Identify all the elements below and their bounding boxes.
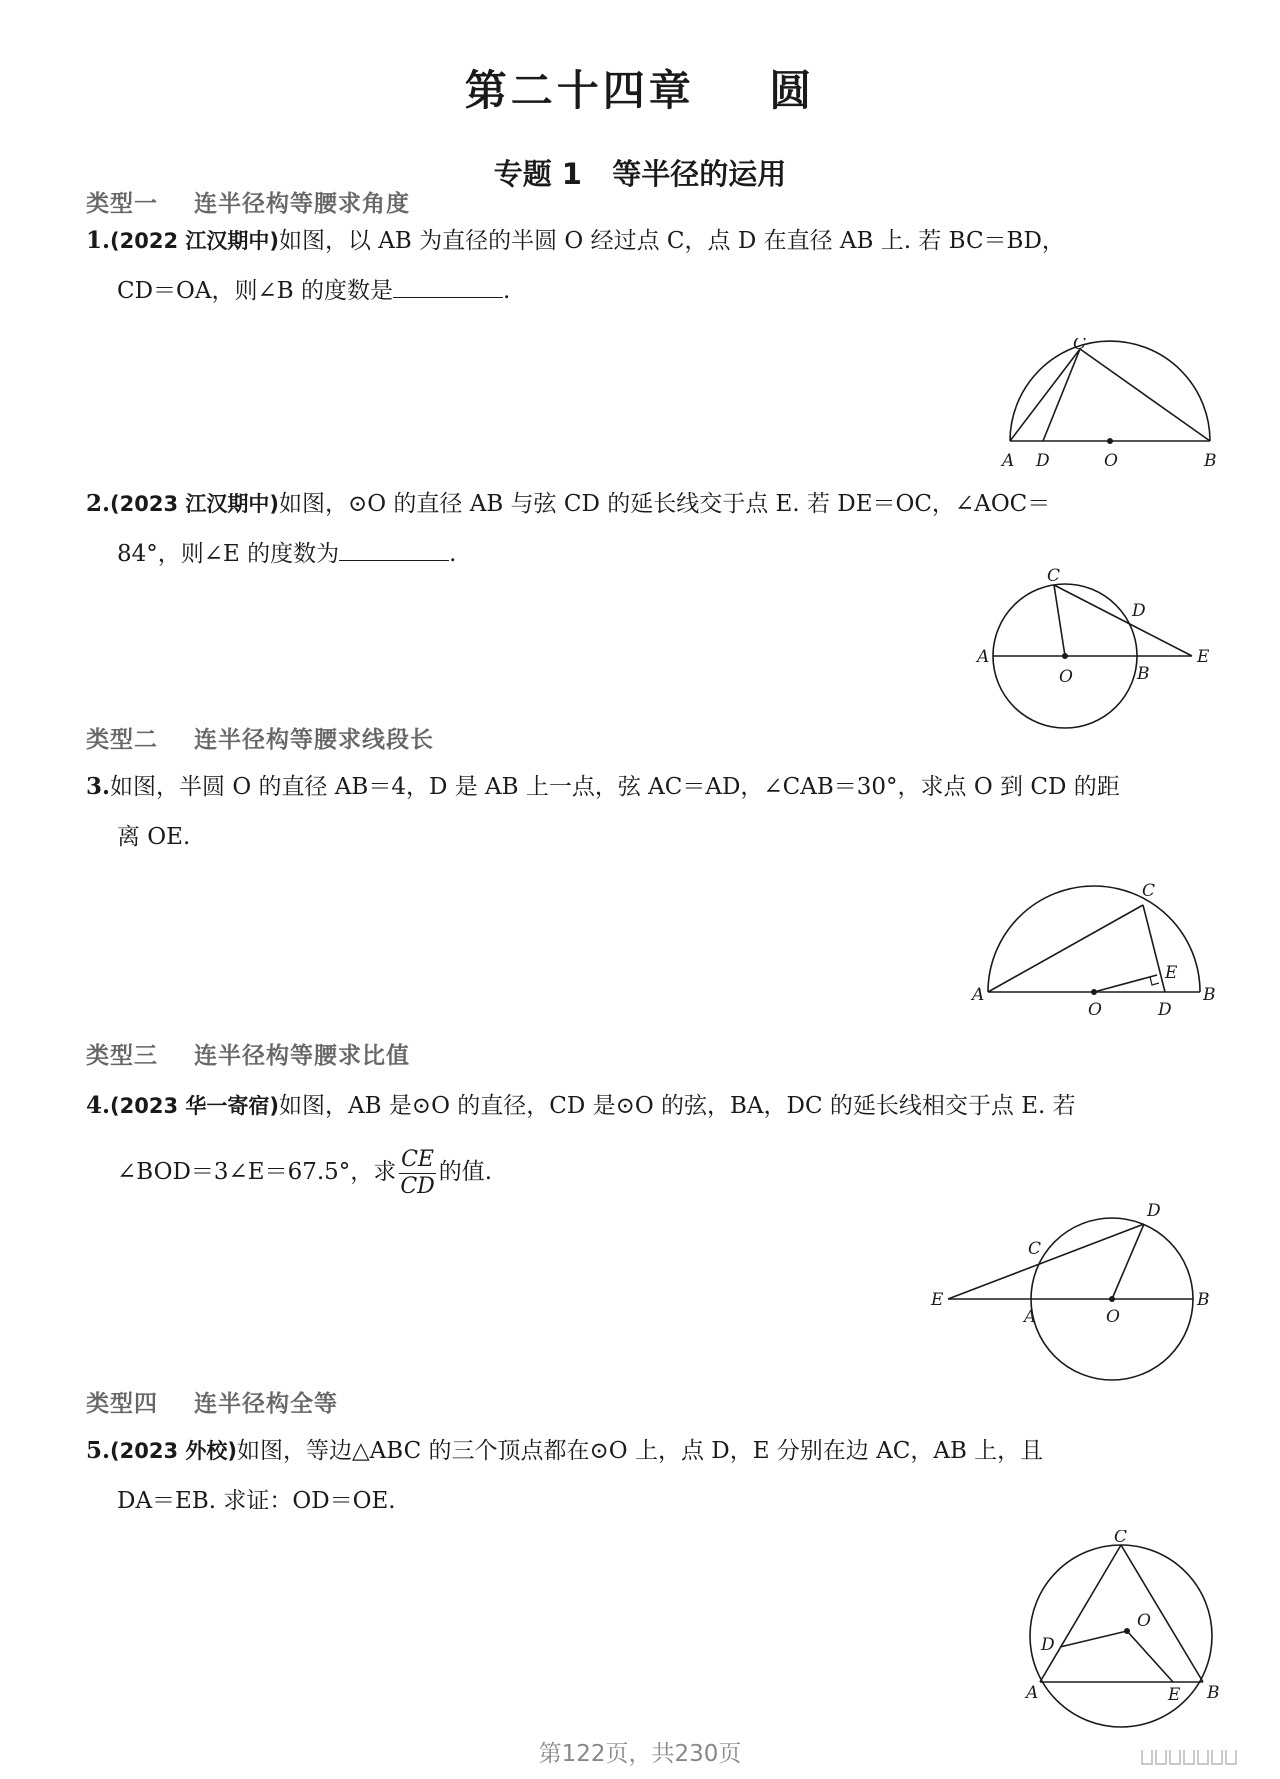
figure-2-circle — [975, 568, 1225, 733]
point-label-d: D — [1158, 1000, 1172, 1017]
problem-text: 如图，AB 是⊙O 的直径，CD 是⊙O 的弦，BA，DC 的延长线相交于点 E. 若 — [278, 1093, 1076, 1119]
point-label-b: B — [1203, 985, 1216, 1005]
point-label-o: O — [1104, 451, 1118, 471]
point-label-e: E — [931, 1290, 944, 1310]
page-indicator: 第122页，共230页 — [538, 1741, 742, 1767]
problem-5-line-2 — [86, 1476, 1216, 1526]
problem-3 — [86, 762, 1216, 862]
problem-3-line-2 — [86, 812, 1216, 862]
point-label-d: D — [1147, 1201, 1161, 1221]
fraction-denominator: CD — [400, 1173, 435, 1199]
problem-text-end: . — [449, 541, 457, 567]
problem-text-end: 的值. — [438, 1159, 493, 1185]
point-label-a: A — [977, 647, 990, 667]
problem-4 — [86, 1078, 1216, 1200]
section-heading-3: 类型三 连半径构等腰求比值 — [86, 1043, 411, 1069]
problem-text: 如图，⊙O 的直径 AB 与弦 CD 的延长线交于点 E. 若 DE＝OC，∠AOC＝ — [278, 491, 1051, 517]
problem-text-end: . — [503, 278, 511, 304]
point-label-o: O — [1106, 1307, 1120, 1327]
problem-4-line-2 — [86, 1144, 1216, 1200]
page-scroll-indicator[interactable] — [1140, 1748, 1246, 1766]
problem-text: 如图，等边△ABC 的三个顶点都在⊙O 上，点 D，E 分别在边 AC，AB 上，且 — [236, 1438, 1044, 1464]
problem-text: 如图，半圆 O 的直径 AB＝4，D 是 AB 上一点，弦 AC＝AD，∠CAB＝30°，求点 O 到 CD 的距 — [110, 774, 1120, 800]
answer-blank — [339, 534, 449, 561]
answer-blank — [393, 271, 503, 298]
point-label-b: B — [1197, 1290, 1210, 1310]
point-label-d: D — [1041, 1635, 1055, 1655]
problem-2-line-1 — [86, 479, 1216, 529]
problem-4-line-1 — [86, 1078, 1216, 1134]
point-label-d: D — [1132, 601, 1146, 621]
figure-3-semicircle — [960, 872, 1220, 1017]
point-label-c: C — [1142, 881, 1156, 901]
problem-source: (2022 江汉期中) — [110, 229, 279, 253]
problem-text: DA＝EB. 求证：OD＝OE. — [117, 1488, 396, 1514]
problem-number: 1. — [86, 227, 111, 254]
problem-source: (2023 外校) — [110, 1439, 237, 1463]
point-label-a: A — [1026, 1683, 1039, 1703]
point-label-b: B — [1137, 664, 1150, 684]
point-label-b: B — [1204, 451, 1217, 471]
point-label-e: E — [1168, 1685, 1181, 1705]
problem-1 — [86, 216, 1216, 316]
problem-number: 3. — [86, 773, 111, 800]
point-label-b: B — [1207, 1683, 1220, 1703]
problem-text: 如图，以 AB 为直径的半圆 O 经过点 C，点 D 在直径 AB 上. 若 BC＝BD， — [278, 228, 1065, 254]
fraction-numerator: CE — [401, 1146, 434, 1172]
point-label-c: C — [1073, 338, 1087, 354]
point-label-o: O — [1088, 1000, 1102, 1017]
problem-2 — [86, 479, 1216, 579]
fraction-ce-over-cd — [398, 1147, 436, 1200]
section-heading-4: 类型四 连半径构全等 — [86, 1391, 339, 1417]
problem-text: 84°，则∠E 的度数为 — [117, 541, 340, 567]
problem-text: 离 OE. — [117, 824, 191, 850]
chapter-title: 第二十四章 圆 — [464, 66, 816, 115]
problem-3-line-1 — [86, 762, 1216, 812]
problem-number: 5. — [86, 1437, 111, 1464]
section-heading-2: 类型二 连半径构等腰求线段长 — [86, 727, 435, 753]
problem-number: 4. — [86, 1092, 111, 1119]
point-label-a: A — [1002, 451, 1015, 471]
point-label-a: A — [1024, 1307, 1037, 1327]
point-label-e: E — [1197, 647, 1210, 667]
figure-5-circle — [1010, 1530, 1240, 1730]
figure-1-semicircle — [1000, 338, 1230, 480]
point-label-c: C — [1028, 1239, 1042, 1259]
point-label-d: D — [1036, 451, 1050, 471]
point-label-c: C — [1047, 568, 1061, 586]
point-label-e: E — [1165, 963, 1178, 983]
problem-number: 2. — [86, 490, 111, 517]
problem-5-line-1 — [86, 1426, 1216, 1476]
point-label-o: O — [1137, 1611, 1151, 1631]
problem-5 — [86, 1426, 1216, 1526]
problem-1-line-1 — [86, 216, 1216, 266]
point-label-o: O — [1059, 667, 1073, 687]
point-label-c: C — [1114, 1530, 1128, 1547]
problem-1-line-2 — [86, 266, 1216, 316]
problem-text: CD＝OA，则∠B 的度数是 — [117, 278, 393, 304]
topic-title: 专题 1 等半径的运用 — [493, 157, 787, 191]
section-heading-1: 类型一 连半径构等腰求角度 — [86, 191, 411, 217]
figure-4-circle — [925, 1195, 1225, 1390]
problem-source: (2023 江汉期中) — [110, 492, 279, 516]
point-label-a: A — [972, 985, 985, 1005]
problem-source: (2023 华一寄宿) — [110, 1094, 279, 1118]
problem-text: ∠BOD＝3∠E＝67.5°，求 — [117, 1159, 397, 1185]
